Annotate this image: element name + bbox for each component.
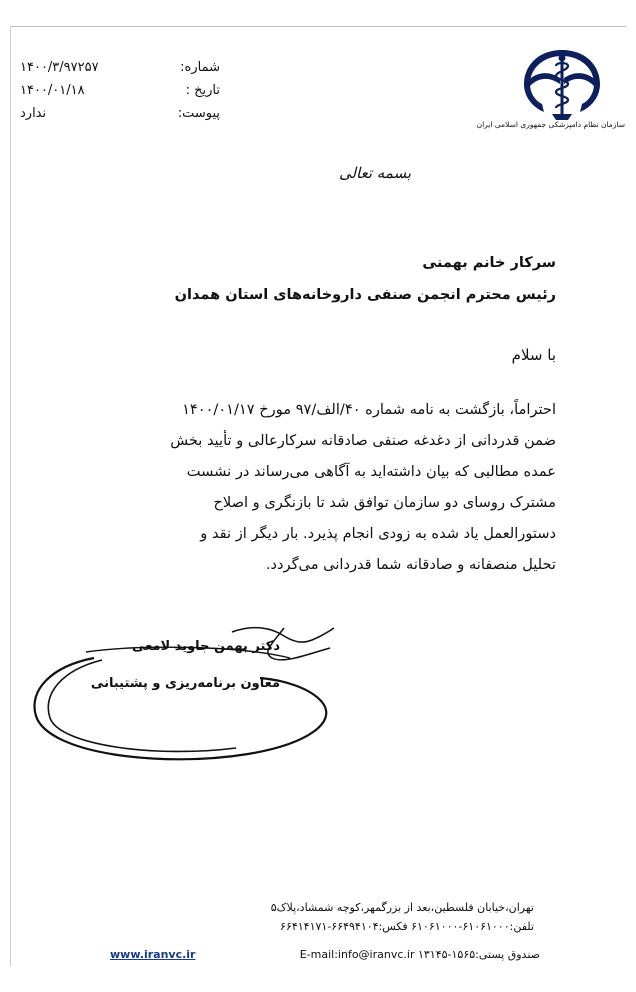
letterhead-top-rule	[10, 26, 626, 27]
basmala: بسمه تعالی	[338, 164, 412, 182]
signatory-title: معاون برنامه‌ریزی و پشتیبانی	[90, 676, 280, 691]
footer-email-postal: صندوق پستی:۱۵۶۵-۱۳۱۴۵ E-mail:info@iranvc.ir	[299, 948, 540, 961]
letter-body	[80, 394, 556, 580]
recipient-title: رئیس محترم انجمن صنفی داروخانه‌های استان همدان	[174, 287, 556, 303]
recipient-block	[136, 247, 556, 311]
body-line: دستورالعمل یاد شده به زودی انجام پذیرد. بار دیگر از نقد و	[200, 525, 556, 542]
letter-date-value: ۱۴۰۰/۰۱/۱۸	[20, 83, 85, 98]
recipient-name: سرکار خانم بهمنی	[422, 255, 556, 271]
letter-number-value: ۱۴۰۰/۳/۹۷۲۵۷	[20, 60, 99, 75]
body-line: مشترک روسای دو سازمان توافق شد تا بازنگری و اصلاح	[213, 494, 556, 511]
letter-number-row	[20, 56, 220, 79]
letter-footer	[104, 898, 534, 936]
letter-number-label: شماره:	[180, 60, 220, 75]
letter-date-label: تاریخ :	[185, 83, 220, 98]
letterhead-left-rule	[10, 26, 11, 966]
letter-meta	[20, 56, 220, 125]
letter-attachment-label: پیوست:	[177, 106, 220, 121]
logo-caption: سازمان نظام دامپزشکی جمهوری اسلامی ایران	[476, 120, 625, 129]
signature-block	[80, 628, 280, 702]
body-line: عمده مطالبی که بیان داشته‌اید به آگاهی می‌رساند در نشست	[186, 463, 556, 480]
footer-contact-row	[110, 948, 540, 966]
letter-date-row	[20, 79, 220, 102]
body-line: تحلیل منصفانه و صادقانه شما قدردانی می‌گردد.	[265, 556, 556, 573]
footer-website-link[interactable]: www.iranvc.ir	[110, 948, 196, 961]
body-line: احتراماً، بازگشت به نامه شماره ۴۰/الف/۹۷ مورخ ۱۴۰۰/۰۱/۱۷	[182, 401, 556, 418]
letter-attachment-row	[20, 102, 220, 125]
signatory-name: دکتر بهمن جاوید لامعی	[131, 639, 280, 654]
letter-attachment-value: ندارد	[20, 106, 47, 121]
footer-address: تهران،خیابان فلسطین،بعد از بزرگمهر،کوچه شمشاد،پلاک۵	[270, 901, 534, 914]
footer-phone-fax: تلفن:۶۱۰۶۱۰۰۰-۶۱۰۶۱۰۰۰ فکس:۶۶۴۹۴۱۰۴-۶۶۴۱۴۱۷۱	[280, 920, 534, 933]
greeting: با سلام	[511, 346, 556, 364]
body-line: ضمن قدردانی از دغدغه صنفی صادقانه سرکارعالی و تأیید بخش	[170, 432, 556, 449]
